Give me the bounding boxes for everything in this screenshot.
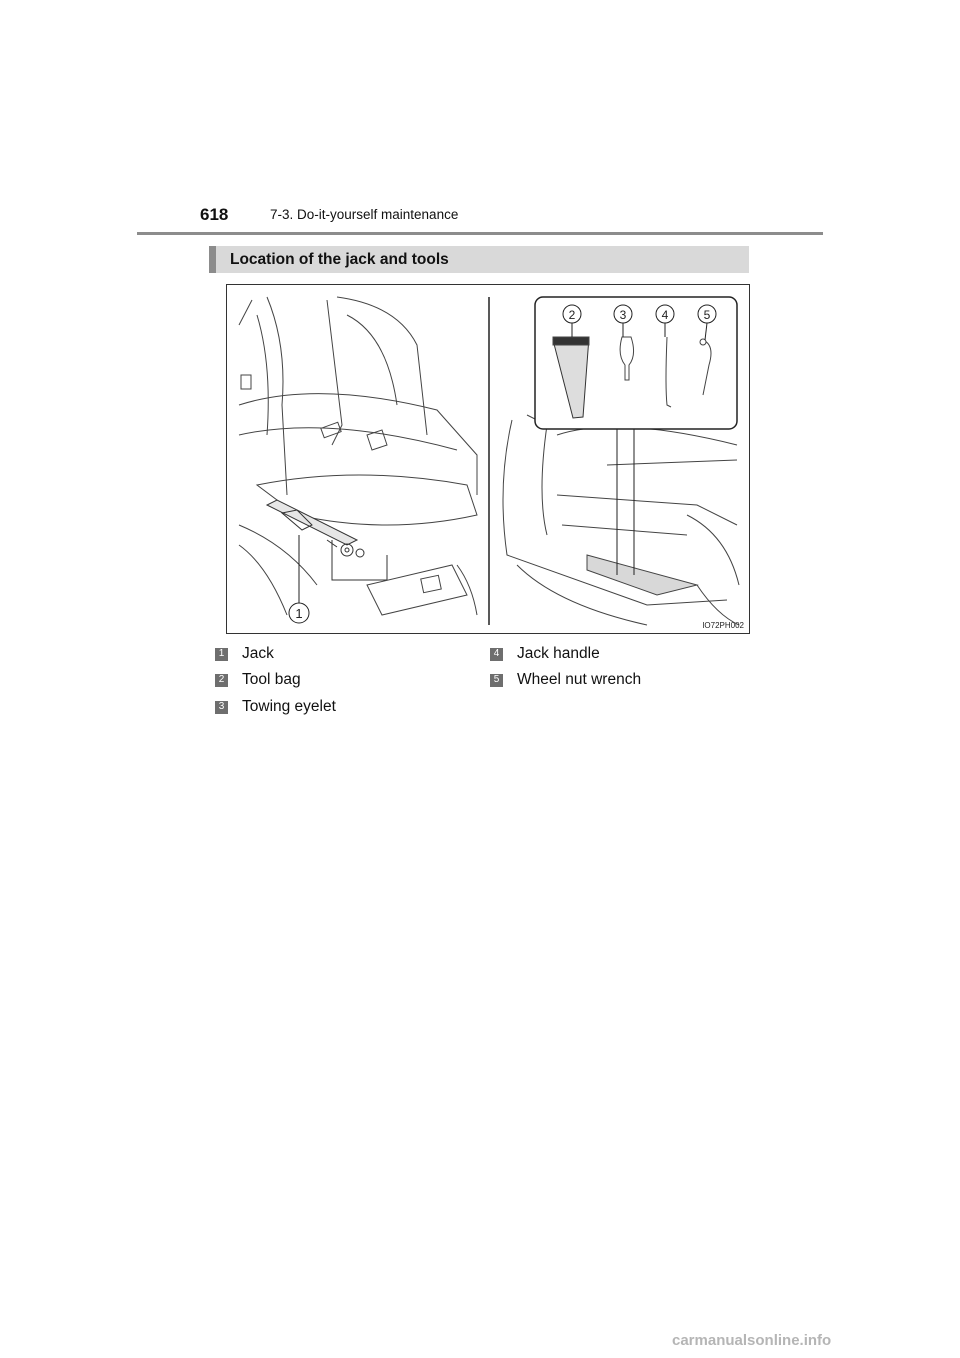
header-rule [137, 232, 823, 235]
jack-drawing [267, 500, 387, 580]
svg-text:5: 5 [703, 308, 711, 322]
legend-label: Towing eyelet [242, 698, 336, 715]
legend-number-badge: 1 [215, 648, 228, 661]
legend-label: Wheel nut wrench [517, 671, 642, 688]
legend-item-towing-eyelet [215, 698, 336, 716]
watermark: carmanualsonline.info [672, 1332, 832, 1349]
svg-text:2: 2 [568, 308, 576, 322]
legend-number-badge: 5 [490, 674, 503, 687]
legend-label: Jack [242, 645, 274, 662]
illustration-drawing [227, 285, 750, 634]
figure-code: IO72PH002 [702, 621, 744, 630]
section-title-bar [209, 246, 749, 273]
legend-item-jack-handle [490, 645, 600, 663]
legend-item-wheel-nut-wrench [490, 671, 641, 689]
storage-cover-drawing [367, 565, 467, 615]
legend-label: Tool bag [242, 671, 301, 688]
legend-number-badge: 2 [215, 674, 228, 687]
callout-1 [289, 603, 309, 623]
legend-item-jack [215, 645, 274, 663]
tool-inset [535, 297, 737, 429]
legend-item-tool-bag [215, 671, 301, 689]
page-number: 618 [200, 205, 229, 224]
svg-text:4: 4 [661, 308, 669, 322]
svg-text:3: 3 [619, 308, 627, 322]
trunk-drawing [503, 415, 739, 625]
illustration-figure [226, 284, 750, 634]
legend-number-badge: 4 [490, 648, 503, 661]
legend-number-badge: 3 [215, 701, 228, 714]
legend-label: Jack handle [517, 645, 600, 662]
svg-text:1: 1 [295, 606, 303, 621]
section-header: 7-3. Do-it-yourself maintenance [270, 207, 459, 222]
section-title: Location of the jack and tools [230, 251, 449, 268]
